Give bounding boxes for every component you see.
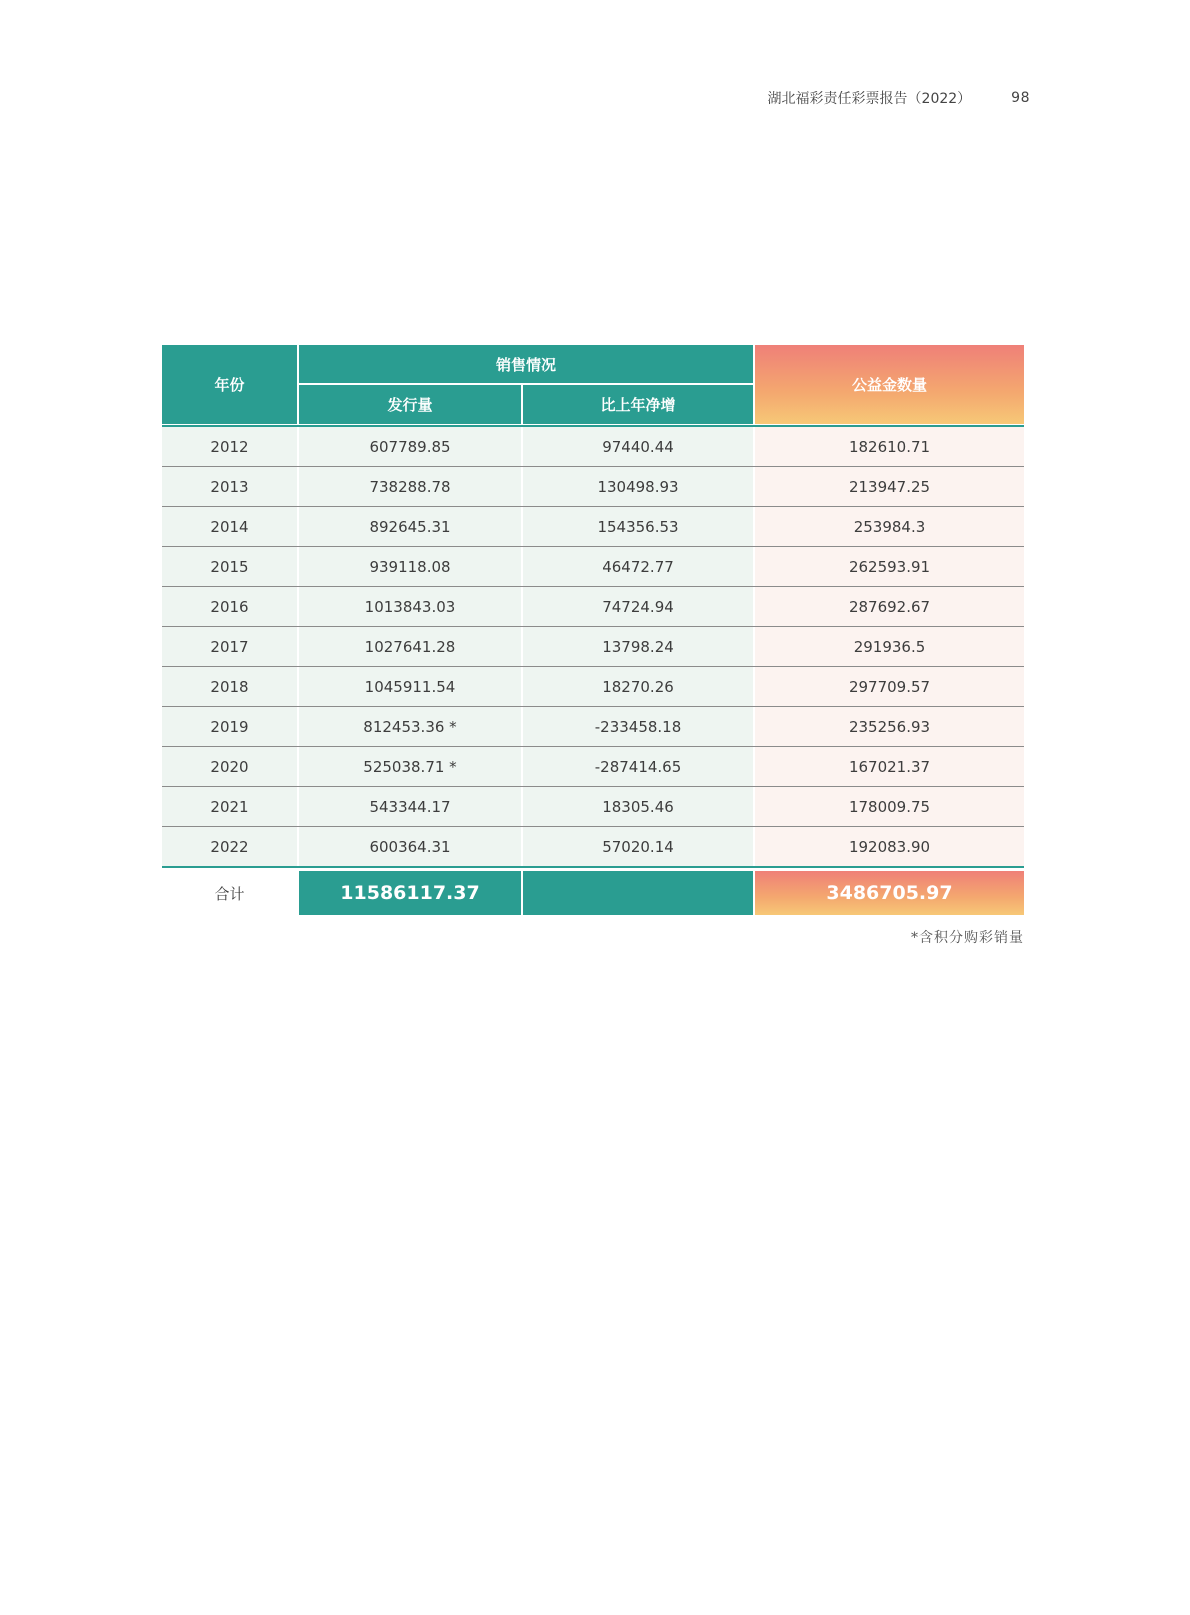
cell-fund: 287692.67	[755, 587, 1024, 626]
header-year: 年份	[162, 345, 297, 424]
cell-year: 2014	[162, 507, 297, 546]
cell-year: 2020	[162, 747, 297, 786]
cell-net-increase: 18305.46	[523, 787, 753, 826]
total-fund: 3486705.97	[755, 871, 1024, 915]
cell-net-increase: 18270.26	[523, 667, 753, 706]
cell-net-increase: 13798.24	[523, 627, 753, 666]
total-row	[162, 871, 1024, 915]
cell-year: 2019	[162, 707, 297, 746]
cell-fund: 178009.75	[755, 787, 1024, 826]
cell-issuance: 607789.85	[299, 427, 521, 466]
cell-year: 2013	[162, 467, 297, 506]
table-row	[162, 467, 1024, 507]
cell-net-increase: 57020.14	[523, 827, 753, 866]
cell-issuance: 600364.31	[299, 827, 521, 866]
cell-fund: 213947.25	[755, 467, 1024, 506]
cell-issuance: 939118.08	[299, 547, 521, 586]
header-sales-group	[299, 345, 753, 424]
cell-issuance: 812453.36 *	[299, 707, 521, 746]
body-divider	[162, 866, 1024, 868]
cell-fund: 291936.5	[755, 627, 1024, 666]
table-row	[162, 667, 1024, 707]
table-header	[162, 345, 1024, 424]
cell-fund: 253984.3	[755, 507, 1024, 546]
total-label: 合计	[214, 884, 245, 903]
cell-fund: 182610.71	[755, 427, 1024, 466]
table-row	[162, 507, 1024, 547]
cell-net-increase: -233458.18	[523, 707, 753, 746]
cell-issuance: 1027641.28	[299, 627, 521, 666]
footnote: *含积分购彩销量	[911, 930, 1024, 946]
cell-year: 2015	[162, 547, 297, 586]
cell-year: 2021	[162, 787, 297, 826]
cell-issuance: 1013843.03	[299, 587, 521, 626]
cell-year: 2012	[162, 427, 297, 466]
cell-fund: 192083.90	[755, 827, 1024, 866]
report-title: 湖北福彩责任彩票报告（2022）	[767, 91, 972, 107]
header-net-increase: 比上年净增	[523, 385, 753, 424]
table-row	[162, 627, 1024, 667]
cell-issuance: 1045911.54	[299, 667, 521, 706]
table-row	[162, 587, 1024, 627]
cell-year: 2016	[162, 587, 297, 626]
header-public-welfare-fund: 公益金数量	[755, 345, 1024, 424]
table-row	[162, 747, 1024, 787]
cell-issuance: 738288.78	[299, 467, 521, 506]
table-row	[162, 827, 1024, 867]
table-row	[162, 427, 1024, 467]
cell-net-increase: 154356.53	[523, 507, 753, 546]
total-issuance: 11586117.37	[299, 871, 521, 915]
lottery-sales-table	[162, 345, 1024, 947]
cell-year: 2018	[162, 667, 297, 706]
cell-fund: 235256.93	[755, 707, 1024, 746]
cell-net-increase: 46472.77	[523, 547, 753, 586]
cell-net-increase: -287414.65	[523, 747, 753, 786]
table-body	[162, 427, 1024, 867]
cell-fund: 297709.57	[755, 667, 1024, 706]
table-row	[162, 787, 1024, 827]
page-header	[700, 88, 1030, 108]
table-row	[162, 547, 1024, 587]
cell-net-increase: 74724.94	[523, 587, 753, 626]
cell-issuance: 892645.31	[299, 507, 521, 546]
header-sales: 销售情况	[299, 345, 753, 383]
cell-fund: 167021.37	[755, 747, 1024, 786]
cell-issuance: 543344.17	[299, 787, 521, 826]
cell-year: 2017	[162, 627, 297, 666]
header-sales-sub	[299, 385, 753, 424]
total-net-increase	[523, 871, 753, 915]
cell-year: 2022	[162, 827, 297, 866]
cell-issuance: 525038.71 *	[299, 747, 521, 786]
cell-fund: 262593.91	[755, 547, 1024, 586]
page-number: 98	[1011, 90, 1030, 106]
header-issuance: 发行量	[299, 385, 521, 424]
cell-net-increase: 130498.93	[523, 467, 753, 506]
cell-net-increase: 97440.44	[523, 427, 753, 466]
table-row	[162, 707, 1024, 747]
